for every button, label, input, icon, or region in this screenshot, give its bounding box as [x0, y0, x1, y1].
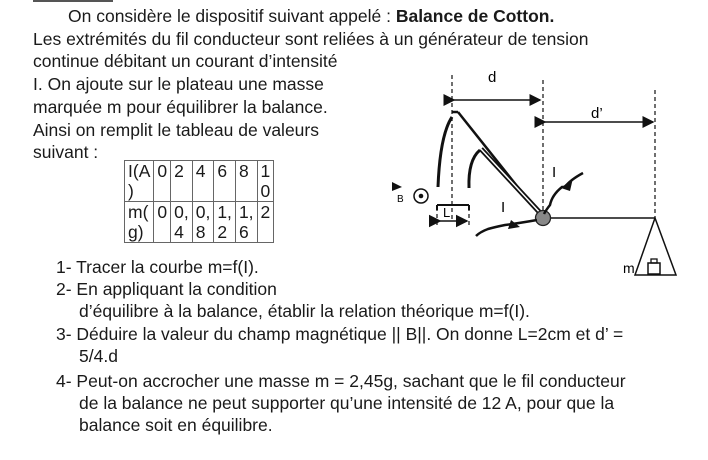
- question-4-line-1: 4- Peut-on accrocher une masse m = 2,45g, sachant que le fil conducteur: [56, 371, 626, 391]
- question-1: 1- Tracer la courbe m=f(I).: [56, 257, 259, 277]
- values-table: [124, 160, 274, 243]
- intro-line-7: suivant :: [33, 142, 99, 162]
- question-2-line-2: d’équilibre à la balance, établir la relation théorique m=f(I).: [79, 301, 530, 321]
- question-2-line-1: 2- En appliquant la condition: [56, 279, 277, 299]
- table-cell: 2: [171, 161, 193, 202]
- intro-text: On considère le dispositif suivant appelé :: [68, 6, 396, 26]
- question-3-line-2: 5/4.d: [79, 346, 118, 366]
- table-cell: 0: [154, 161, 171, 202]
- balance-pan: [635, 218, 676, 275]
- label-L: L: [443, 205, 451, 220]
- table-cell: 8: [235, 161, 257, 202]
- table-row-current: [125, 161, 274, 202]
- dashed-guides: [437, 75, 655, 225]
- top-rule: [33, 0, 113, 2]
- cotton-balance-diagram: [380, 60, 700, 280]
- outer-arc: [438, 117, 452, 187]
- mass-weight-icon: [648, 263, 660, 274]
- device-name: Balance de Cotton.: [395, 6, 555, 26]
- intro-line-5: marquée m pour équilibrer la balance.: [33, 97, 328, 117]
- label-I-bottom: I: [501, 199, 506, 216]
- intro-line-1: [68, 5, 554, 27]
- intro-line-6: Ainsi on remplit le tableau de valeurs: [33, 120, 319, 140]
- label-m: m: [623, 260, 635, 276]
- table-header-cell: I(A ): [125, 161, 154, 202]
- label-d: d: [488, 69, 497, 86]
- table-row-mass: [125, 202, 274, 243]
- question-4-line-2: de la balance ne peut supporter qu’une intensité de 12 A, pour que la: [79, 393, 615, 413]
- table-header-cell: m( g): [125, 202, 154, 243]
- table-cell: 1 0: [257, 161, 274, 202]
- intro-line-4: I. On ajoute sur le plateau une masse: [33, 74, 324, 94]
- current-wire-in: [544, 173, 583, 214]
- table-cell: 4: [192, 161, 214, 202]
- b-arrow-icon: [392, 182, 402, 191]
- question-3-line-1: 3- Déduire la valeur du champ magnétique || B||. On donne L=2cm et d’ =: [56, 324, 624, 344]
- intro-line-3: continue débitant un courant d’intensité: [33, 51, 338, 71]
- pivot: [536, 211, 551, 226]
- table-cell: 1, 6: [235, 202, 257, 243]
- table-cell: 6: [214, 161, 236, 202]
- table-cell: 0, 4: [171, 202, 193, 243]
- label-I-top: I: [552, 164, 557, 181]
- current-arrow-icon: [561, 178, 573, 191]
- table-cell: 0, 8: [192, 202, 214, 243]
- intro-line-2: Les extrémités du fil conducteur sont reliées à un générateur de tension: [33, 29, 589, 49]
- question-4-line-3: balance soit en équilibre.: [79, 415, 273, 435]
- table-cell: 0: [154, 202, 171, 243]
- inner-arc: [469, 150, 480, 188]
- table-cell: 2: [257, 202, 274, 243]
- label-dprime: d’: [591, 105, 603, 122]
- table-cell: 1, 2: [214, 202, 236, 243]
- label-B: B: [397, 194, 404, 205]
- current-wire-out: [476, 220, 537, 236]
